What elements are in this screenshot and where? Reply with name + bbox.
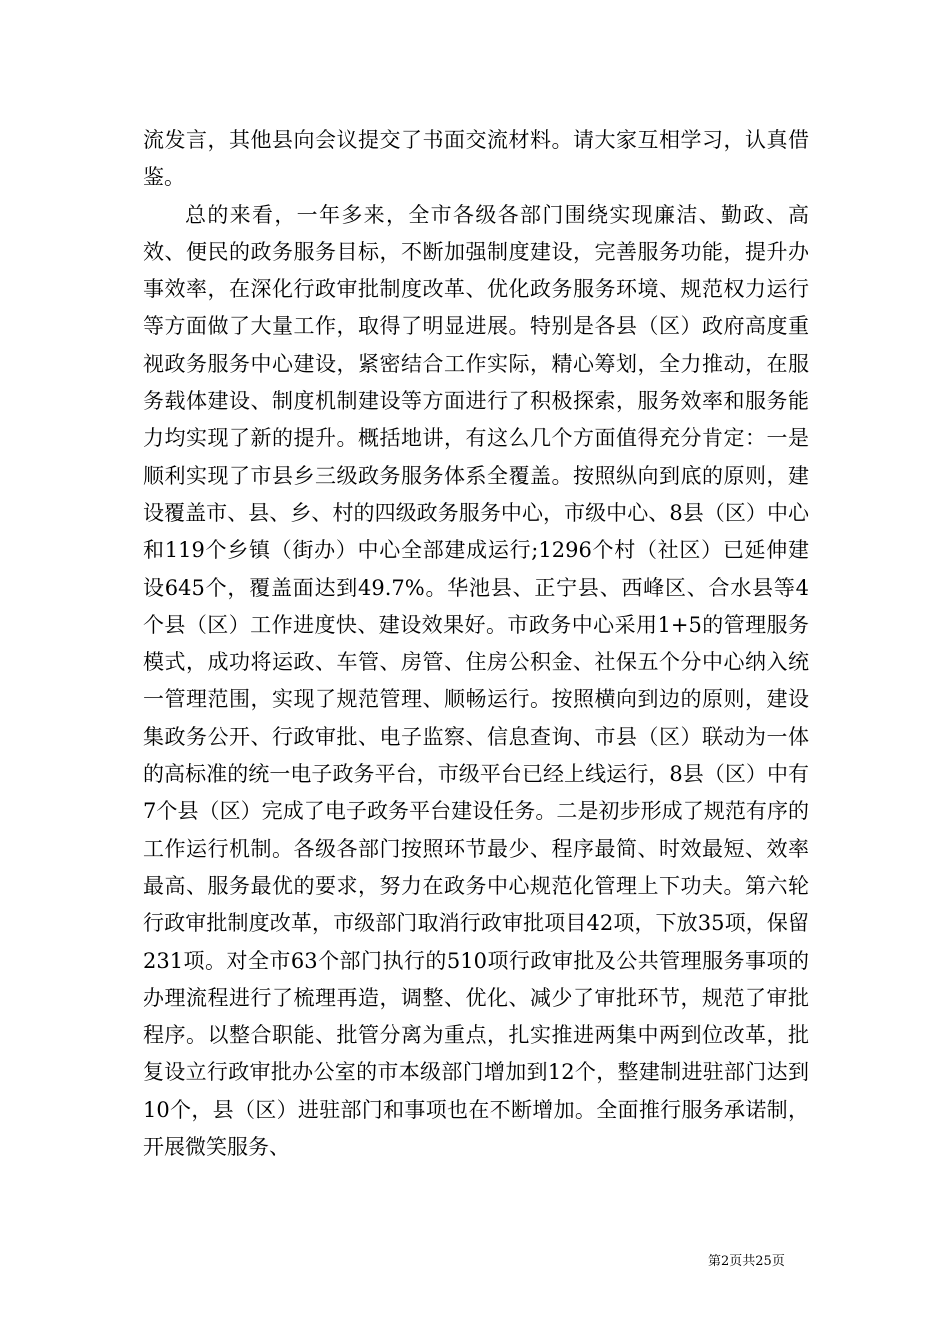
paragraph-summary: 总的来看，一年多来，全市各级各部门围绕实现廉洁、勤政、高效、便民的政务服务目标，不断加强制度建设，完善服务功能，提升办事效率，在深化行政审批制度改革、优化政务服务环境、规范权力运行等方面做了大量工作，取得了明显进展。特别是各县（区）政府高度重视政务服务中心建设，紧密结合工作实际，精心筹划，全力推动，在服务载体建设、制度机制建设等方面进行了积极探索，服务效率和服务能力均实现了新的提升。概括地讲，有这么几个方面值得充分肯定：一是顺利实现了市县乡三级政务服务体系全覆盖。按照纵向到底的原则，建设覆盖市、县、乡、村的四级政务服务中心，市级中心、8县（区）中心和119个乡镇（街办）中心全部建成运行;1296个村（社区）已延伸建设645个，覆盖面达到49.7%。华池县、正宁县、西峰区、合水县等4个县（区）工作进度快、建设效果好。市政务中心采用1+5的管理服务模式，成功将运政、车管、房管、住房公积金、社保五个分中心纳入统一管理范围，实现了规范管理、顺畅运行。按照横向到边的原则，建设集政务公开、行政审批、电子监察、信息查询、市县（区）联动为一体的高标准的统一电子政务平台，市级平台已经上线运行，8县（区）中有7个县（区）完成了电子政务平台建设任务。二是初步形成了规范有序的工作运行机制。各级各部门按照环节最少、程序最简、时效最短、效率最高、服务最优的要求，努力在政务中心规范化管理上下功夫。第六轮行政审批制度改革，市级部门取消行政审批项目42项，下放35项，保留231项。对全市63个部门执行的510项行政审批及公共管理服务事项的办理流程进行了梳理再造，调整、优化、减少了审批环节，规范了审批程序。以整合职能、批管分离为重点，扎实推进两集中两到位改革，批复设立行政审批办公室的市本级部门增加到12个，整建制进驻部门达到10个，县（区）进驻部门和事项也在不断增加。全面推行服务承诺制，开展微笑服务、 xyxy=(143,202,809,1160)
body-text xyxy=(143,122,809,1166)
paragraph-continued: 流发言，其他县向会议提交了书面交流材料。请大家互相学习，认真借鉴。 xyxy=(143,128,809,190)
page-number: 第2页共25页 xyxy=(708,1254,785,1269)
